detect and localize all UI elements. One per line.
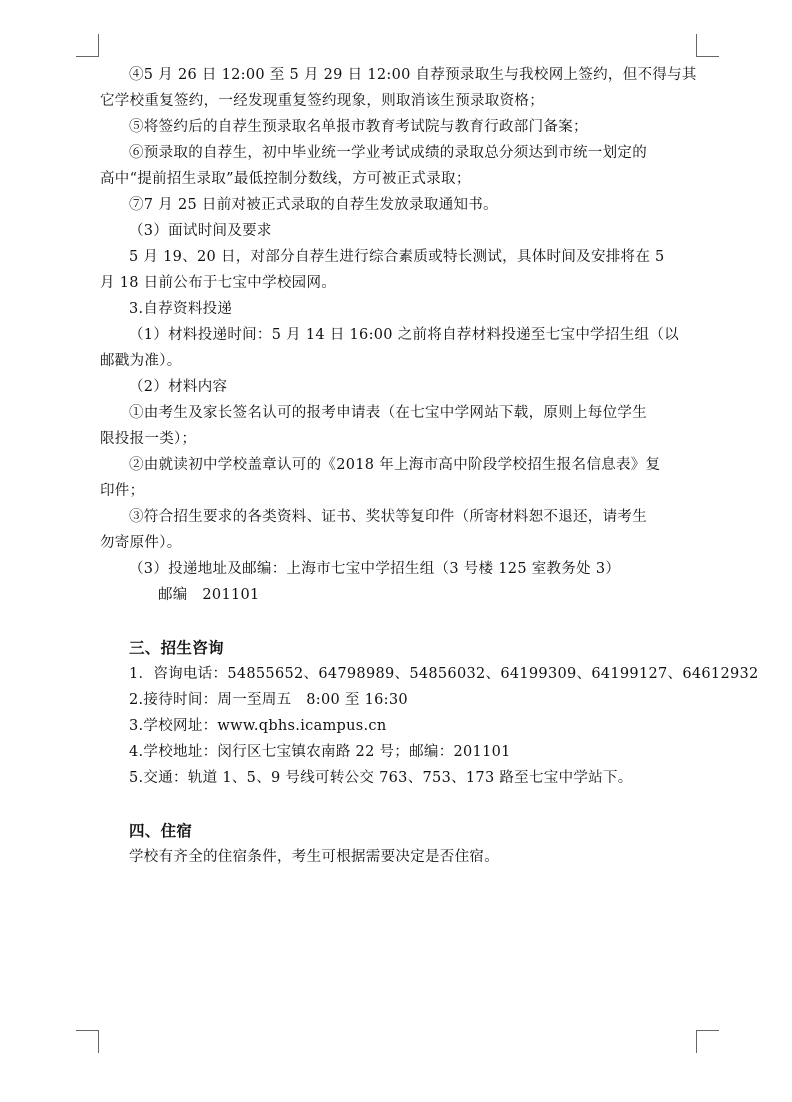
margin-mark-top-right — [696, 34, 719, 57]
text-line: 月 18 日前公布于七宝中学校园网。 — [100, 275, 337, 291]
text-line: （1）材料投递时间：5 月 14 日 16:00 之前将自荐材料投递至七宝中学招生组（以 — [129, 327, 679, 343]
text-line: ⑥预录取的自荐生，初中毕业统一学业考试成绩的录取总分须达到市统一划定的 — [129, 145, 647, 161]
text-line: 勿寄原件）。 — [100, 535, 182, 551]
text-line: ⑤将签约后的自荐生预录取名单报市教育考试院与教育行政部门备案； — [129, 119, 588, 135]
text-line: ②由就读初中学校盖章认可的《2018 年上海市高中阶段学校招生报名信息表》复 — [129, 457, 661, 473]
spacer — [100, 608, 700, 635]
consultation-phone: 1．咨询电话：54855652、64798989、54856032、64199309、64199127、64612932 — [129, 666, 759, 682]
accommodation-text: 学校有齐全的住宿条件，考生可根据需要决定是否住宿。 — [129, 849, 499, 865]
text-line: 邮戳为准）。 — [100, 353, 182, 369]
section-heading-accommodation: 四、住宿 — [129, 822, 193, 840]
text-line: （3）面试时间及要求 — [129, 223, 272, 239]
text-line: 限投报一类）； — [100, 431, 197, 447]
consultation-hours: 2.接待时间：周一至周五 8:00 至 16:30 — [129, 692, 408, 708]
text-line: 5 月 19、20 日，对部分自荐生进行综合素质或特长测试，具体时间及安排将在 5 — [129, 249, 665, 265]
admission-details — [100, 62, 700, 608]
text-line: 邮编 201101 — [158, 587, 260, 603]
spacer — [100, 791, 700, 818]
text-line: 3.自荐资料投递 — [129, 301, 233, 317]
transport-info: 5.交通：轨道 1、5、9 号线可转公交 763、753、173 路至七宝中学站下。 — [129, 770, 633, 786]
school-website: 3.学校网址：www.qbhs.icampus.cn — [129, 718, 387, 734]
text-line: ⑦7 月 25 日前对被正式录取的自荐生发放录取通知书。 — [129, 197, 498, 213]
text-line: ③符合招生要求的各类资料、证书、奖状等复印件（所寄材料恕不退还，请考生 — [129, 509, 647, 525]
text-line: （2）材料内容 — [129, 379, 228, 395]
text-line: 高中“提前招生录取”最低控制分数线，方可被正式录取； — [100, 171, 471, 187]
margin-mark-top-left — [76, 34, 99, 57]
text-line: 印件； — [100, 483, 145, 499]
document-body — [100, 62, 759, 870]
section-heading-consultation: 三、招生咨询 — [129, 639, 224, 657]
school-address: 4.学校地址：闵行区七宝镇农南路 22 号；邮编：201101 — [129, 744, 511, 760]
text-line: ①由考生及家长签名认可的报考申请表（在七宝中学网站下载，原则上每位学生 — [129, 405, 647, 421]
text-line: 它学校重复签约，一经发现重复签约现象，则取消该生预录取资格； — [100, 93, 544, 109]
margin-mark-bottom-left — [76, 1030, 99, 1053]
text-line: ④5 月 26 日 12:00 至 5 月 29 日 12:00 自荐预录取生与我校网上签约，但不得与其 — [129, 67, 697, 83]
margin-mark-bottom-right — [696, 1030, 719, 1053]
text-line: （3）投递地址及邮编：上海市七宝中学招生组（3 号楼 125 室教务处 3） — [129, 561, 621, 577]
